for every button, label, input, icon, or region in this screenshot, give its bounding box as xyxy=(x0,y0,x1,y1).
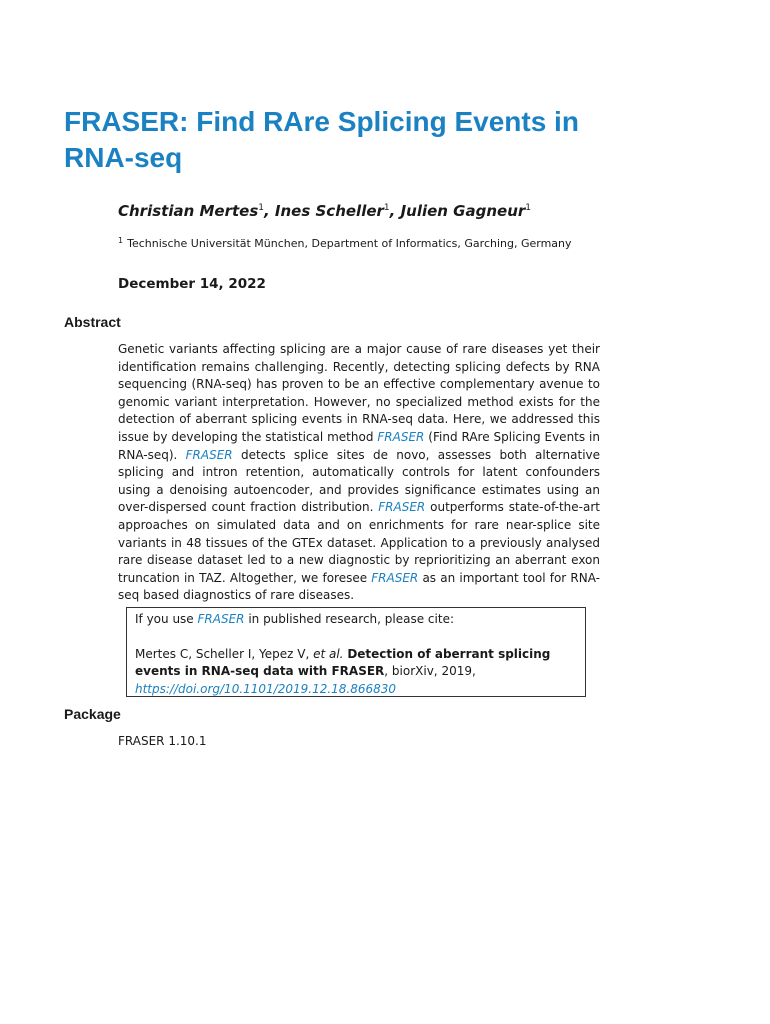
doi-link[interactable]: https://doi.org/10.1101/2019.12.18.866830 xyxy=(135,681,397,696)
affiliation-mark: 1 xyxy=(258,203,264,213)
citation-reference xyxy=(135,646,577,699)
citation-journal: , biorXiv, 2019, xyxy=(384,664,476,679)
author-name: Christian Mertes xyxy=(118,202,259,220)
citation-intro xyxy=(135,611,577,629)
fraser-link[interactable]: FRASER xyxy=(197,612,245,626)
affiliation xyxy=(118,236,572,250)
abstract-segment: as an important tool for RNA-seq based diagnostics of rare diseases. xyxy=(118,570,600,603)
abstract-segment: outperforms state-of-the-art approaches on simulated data and on enrichments for rare near-splice site variants in 48 tissues of the GTEx dataset. Application to a previously analysed rare disease dataset led to a new diagnostic by reprioritizing an aberrant exon truncation in TAZ. Altogether, we foresee xyxy=(118,500,600,585)
fraser-link[interactable]: FRASER xyxy=(378,500,426,515)
fraser-link[interactable]: FRASER xyxy=(371,570,419,585)
author-name: Ines Scheller xyxy=(274,202,384,220)
abstract-text xyxy=(118,341,600,605)
affiliation-text: Technische Universität München, Department of Informatics, Garching, Germany xyxy=(127,237,572,250)
fraser-link[interactable]: FRASER xyxy=(185,447,233,462)
author-name: Julien Gagneur xyxy=(400,202,526,220)
affiliation-mark: 1 xyxy=(383,203,390,213)
abstract-heading: Abstract xyxy=(64,314,121,330)
fraser-link[interactable]: FRASER xyxy=(377,429,425,444)
abstract-segment: (Find RAre Splicing Events in RNA-seq). xyxy=(118,429,600,462)
citation-etal: et al. xyxy=(313,646,344,661)
citation-title: Detection of aberrant splicing events in RNA-seq data with FRASER xyxy=(135,646,551,679)
package-heading: Package xyxy=(64,706,121,722)
author-list: Christian Mertes$^1$, Ines Scheller$^1$, Julien Gagneur$^1$ xyxy=(118,202,532,220)
citation-intro-text: in published research, please cite: xyxy=(244,612,454,626)
abstract-segment: Genetic variants affecting splicing are a major cause of rare diseases yet their identification remains challenging. Recently, detecting splicing defects by RNA sequencing (RNA-seq) has proven to be an effective complementary avenue to genomic variant interpretation. However, no specialized method exists for the detection of aberrant splicing events in RNA-seq data. Here, we addressed this issue by developing the statistical method xyxy=(118,342,600,444)
abstract-segment: detects splice sites de novo, assesses both alternative splicing and intron retention, automatically controls for latent confounders using a denoising autoencoder, and provides significance estimates using an over-dispersed count fraction distribution. xyxy=(118,447,601,515)
affiliation-mark: 1 xyxy=(118,236,124,245)
publication-date: December 14, 2022 xyxy=(118,276,266,292)
citation-box xyxy=(126,607,586,697)
paper-title: FRASER: Find RAre Splicing Events in RNA-seq xyxy=(64,106,579,173)
citation-intro-text: If you use xyxy=(135,612,198,626)
citation-authors: Mertes C, Scheller I, Yepez V, xyxy=(135,646,314,661)
affiliation-mark: 1 xyxy=(525,203,532,213)
package-version: FRASER 1.10.1 xyxy=(118,734,207,748)
